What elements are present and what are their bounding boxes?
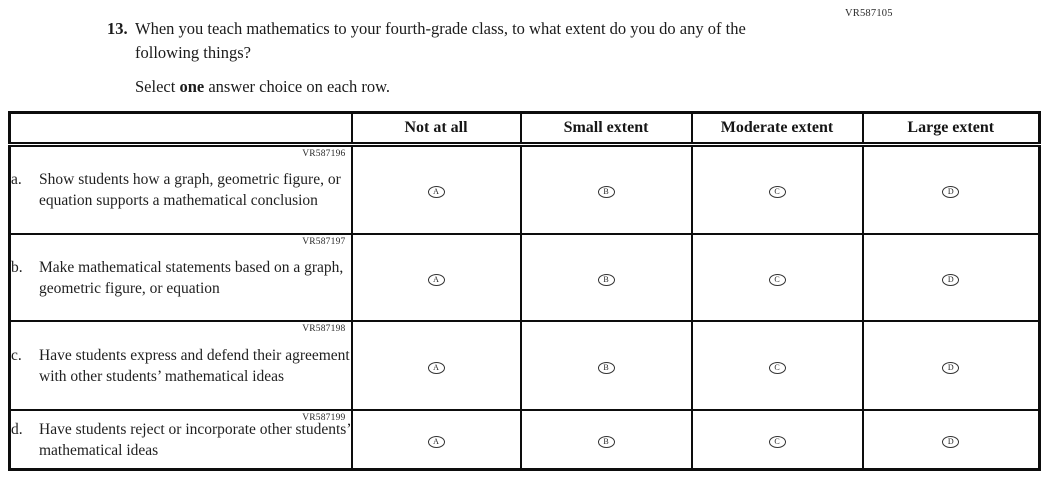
column-header-not-at-all: Not at all <box>352 113 521 145</box>
row-a-bubble-b[interactable] <box>598 186 615 198</box>
row-d-bubble-c[interactable] <box>769 436 786 448</box>
table-row-c <box>10 321 1040 410</box>
row-a-cell-small-extent <box>521 145 692 235</box>
bubble-letter: D <box>947 436 954 446</box>
row-c-cell-moderate-extent <box>692 321 863 410</box>
question-block <box>107 17 807 99</box>
row-b-cell-small-extent <box>521 234 692 321</box>
bubble-letter: A <box>433 436 439 446</box>
row-d-letter: d. <box>11 420 23 438</box>
row-b-cell-not-at-all <box>352 234 521 321</box>
row-b-bubble-d[interactable] <box>942 274 959 286</box>
instruction-prefix: Select <box>135 77 180 96</box>
row-a-cell-moderate-extent <box>692 145 863 235</box>
bubble-letter: C <box>774 274 780 284</box>
row-d-bubble-a[interactable] <box>428 436 445 448</box>
bubble-letter: C <box>774 362 780 372</box>
row-a-bubble-d[interactable] <box>942 186 959 198</box>
bubble-letter: A <box>433 274 439 284</box>
row-d-bubble-b[interactable] <box>598 436 615 448</box>
row-c-cell-not-at-all <box>352 321 521 410</box>
form-code: VR587105 <box>845 8 893 19</box>
row-b-cell-large-extent <box>863 234 1040 321</box>
row-c-statement-cell <box>10 321 352 410</box>
column-header-large-extent: Large extent <box>863 113 1040 145</box>
row-d-text: Have students reject or incorporate other students’ mathematical ideas <box>39 420 351 459</box>
column-header-moderate-extent: Moderate extent <box>692 113 863 145</box>
header-row <box>10 113 1040 145</box>
row-d-bubble-d[interactable] <box>942 436 959 448</box>
row-c-cell-small-extent <box>521 321 692 410</box>
row-c-letter: c. <box>11 346 22 364</box>
bubble-letter: B <box>603 362 609 372</box>
row-a-cell-not-at-all <box>352 145 521 235</box>
bubble-letter: B <box>603 187 609 196</box>
row-b-bubble-a[interactable] <box>428 274 445 286</box>
row-b-cell-moderate-extent <box>692 234 863 321</box>
row-d-code: VR587199 <box>302 413 346 423</box>
row-d-statement-cell <box>10 410 352 470</box>
row-c-cell-large-extent <box>863 321 1040 410</box>
instruction-suffix: answer choice on each row. <box>204 77 391 96</box>
bubble-letter: B <box>603 274 609 284</box>
table-row-a <box>10 145 1040 235</box>
row-d-cell-large-extent <box>863 410 1040 470</box>
row-d-cell-small-extent <box>521 410 692 470</box>
instruction-bold-word: one <box>179 77 205 96</box>
row-a-bubble-c[interactable] <box>769 186 786 198</box>
row-a-statement-cell <box>10 145 352 235</box>
bubble-letter: A <box>433 362 439 372</box>
row-d-cell-not-at-all <box>352 410 521 470</box>
row-c-text: Have students express and defend their agreement with other students’ mathematical ideas <box>39 346 350 385</box>
row-a-bubble-a[interactable] <box>428 186 445 198</box>
bubble-letter: D <box>947 362 954 372</box>
row-b-text: Make mathematical statements based on a graph, geometric figure, or equation <box>39 258 344 297</box>
bubble-letter: C <box>774 187 780 196</box>
row-c-bubble-a[interactable] <box>428 362 445 374</box>
row-d-cell-moderate-extent <box>692 410 863 470</box>
row-b-bubble-c[interactable] <box>769 274 786 286</box>
table-row-d <box>10 410 1040 470</box>
bubble-letter: A <box>433 187 439 196</box>
row-c-bubble-d[interactable] <box>942 362 959 374</box>
row-c-code: VR587198 <box>302 324 346 334</box>
row-a-code: VR587196 <box>302 149 346 159</box>
bubble-letter: C <box>774 436 780 446</box>
table-row-b <box>10 234 1040 321</box>
question-text: When you teach mathematics to your fourth-grade class, to what extent do you do any of the following things? <box>135 19 746 62</box>
row-b-code: VR587197 <box>302 237 346 247</box>
answer-matrix-table <box>8 111 1041 471</box>
row-c-bubble-b[interactable] <box>598 362 615 374</box>
row-a-letter: a. <box>11 171 22 188</box>
row-b-bubble-b[interactable] <box>598 274 615 286</box>
row-a-cell-large-extent <box>863 145 1040 235</box>
row-a-text: Show students how a graph, geometric figure, or equation supports a mathematical conclusion <box>39 171 341 209</box>
bubble-letter: D <box>947 274 954 284</box>
row-b-statement-cell <box>10 234 352 321</box>
row-b-letter: b. <box>11 258 23 276</box>
column-header-small-extent: Small extent <box>521 113 692 145</box>
bubble-letter: D <box>947 187 954 196</box>
row-c-bubble-c[interactable] <box>769 362 786 374</box>
header-empty-cell <box>10 113 352 145</box>
bubble-letter: B <box>603 436 609 446</box>
question-instruction <box>135 75 807 99</box>
question-number: 13. <box>107 19 128 38</box>
